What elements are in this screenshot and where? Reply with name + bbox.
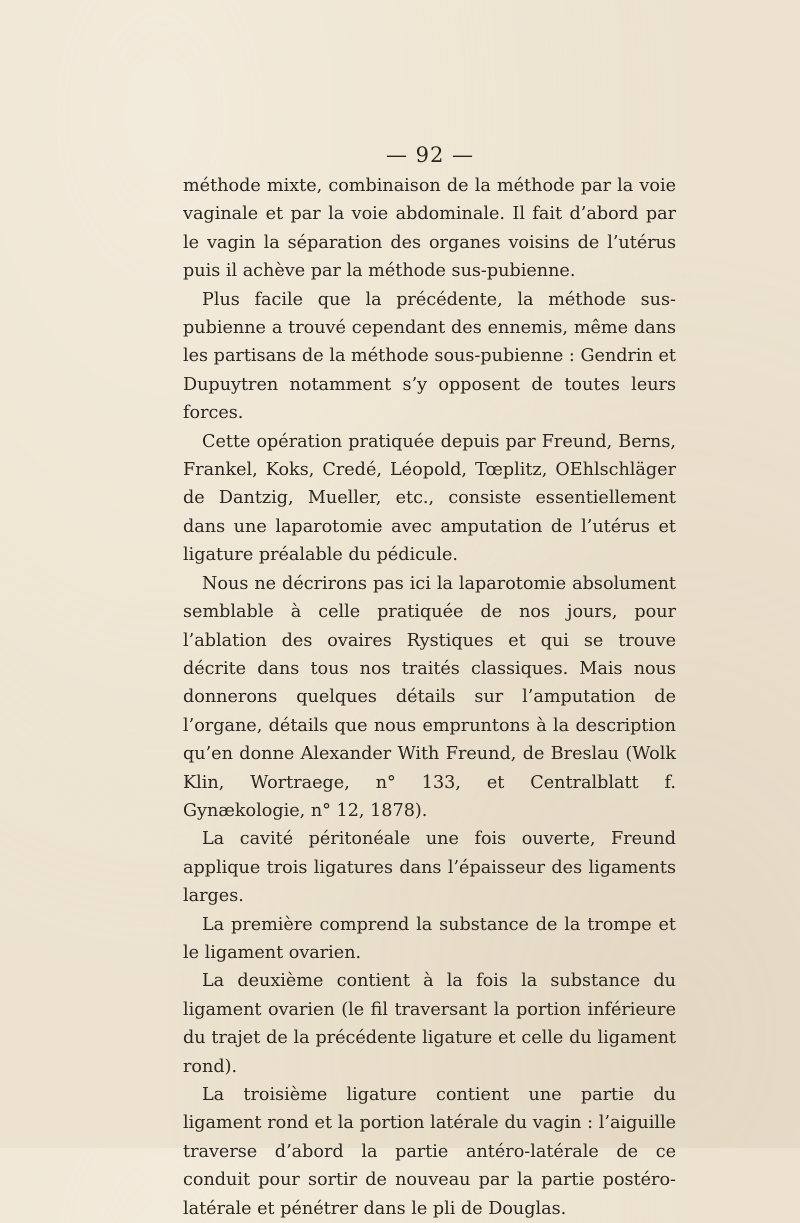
paragraph-3: Cette opération pratiquée depuis par Freund, Berns, Frankel, Koks, Credé, Léopold, Tœplitz, OEhlschläger de Dantzig, Mueller, etc., consiste essentiellement dans une laparotomie avec amputation de l’utérus et ligature préalable du pédicule.: [183, 431, 676, 566]
paragraph-8: La troisième ligature contient une partie du ligament rond et la portion latérale du vagin : l’aiguille traverse d’abord la partie antéro-latérale de ce conduit pour sortir de nouveau par la partie postéro-latérale et pénétrer dans le pli de Douglas.: [183, 1085, 676, 1219]
page-number: — 92 —: [385, 143, 475, 167]
paragraph-4: Nous ne décrirons pas ici la laparotomie absolument semblable à celle pratiquée de nos jours, pour l’ablation des ovaires Rystiques et qui se trouve décrite dans tous nos traités classiques. Mais nous donnerons quelques détails sur l’amputation de l’organe, détails que nous empruntons à la description qu’en donne Alexander With Freund, de Breslau (Wolk Klin, Wortraege, n° 133, et Centralblatt f. Gynækologie, n° 12, 1878).: [183, 573, 676, 821]
paragraph-1: méthode mixte, combinaison de la méthode par la voie vaginale et par la voie abdominale. Il fait d’abord par le vagin la séparation des organes voisins de l’utérus puis il achève par la méthode sus-pubienne.: [183, 176, 676, 282]
paragraph-5: La cavité péritonéale une fois ouverte, Freund applique trois ligatures dans l’épaisseur des ligaments larges.: [183, 829, 676, 907]
body-text: [183, 172, 676, 1223]
paragraph-6: La première comprend la substance de la trompe et le ligament ovarien.: [183, 914, 676, 963]
paragraph-7: La deuxième contient à la fois la substance du ligament ovarien (le fil traversant la portion inférieure du trajet de la précédente ligature et celle du ligament rond).: [183, 971, 676, 1077]
paragraph-2: Plus facile que la précédente, la méthode sus-pubienne a trouvé cependant des ennemis, même dans les partisans de la méthode sous-pubienne : Gendrin et Dupuytren notamment s’y opposent de toutes leurs forces.: [183, 289, 676, 424]
